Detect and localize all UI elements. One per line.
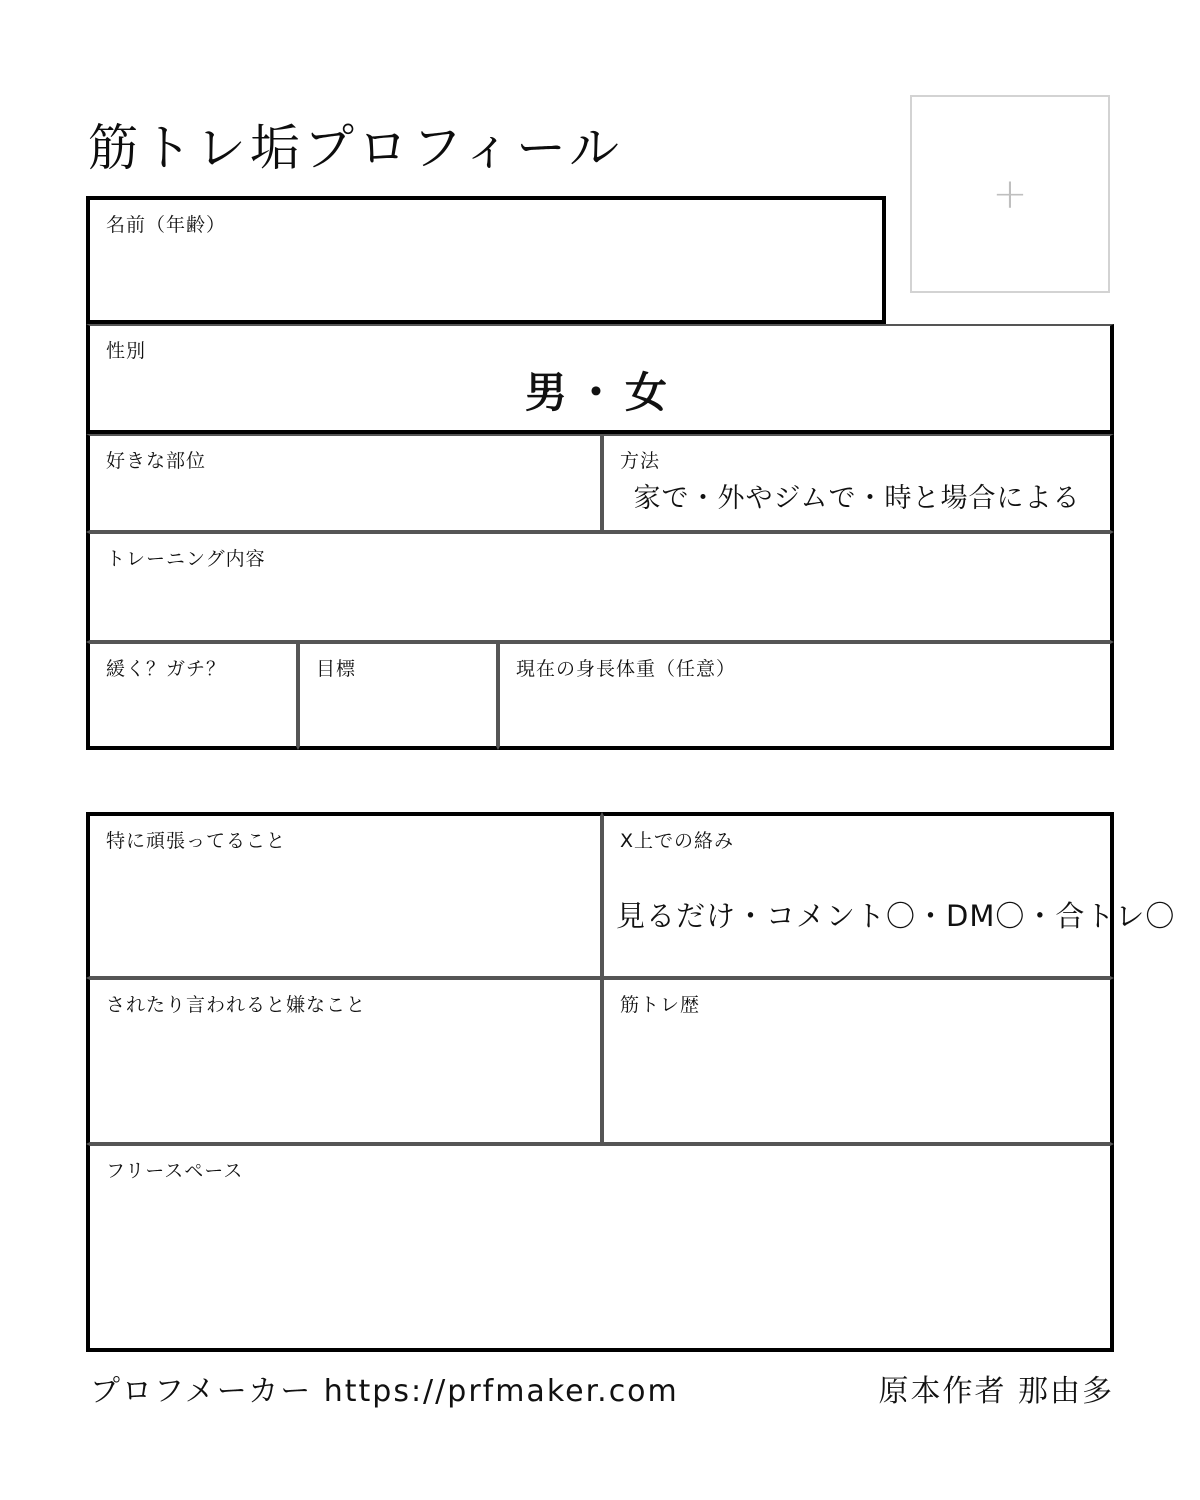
- profile-bottom-table: [86, 812, 1176, 1352]
- field-training-content[interactable]: [86, 532, 1114, 642]
- field-effort-label: 特に頑張ってること: [106, 830, 287, 852]
- field-interaction[interactable]: [602, 812, 1176, 978]
- page-title: 筋トレ垢プロフィール: [88, 119, 623, 177]
- field-intensity-label: 緩く？ガチ？: [106, 658, 227, 680]
- field-method-label: 方法: [620, 450, 661, 472]
- footer-credit-maker: プロフメーカー https://prfmaker.com: [90, 1374, 679, 1409]
- field-method[interactable]: [602, 434, 1114, 532]
- field-goal-label: 目標: [316, 658, 357, 680]
- profile-top-table: [86, 196, 1114, 750]
- field-training-history-label: 筋トレ歴: [620, 994, 701, 1016]
- field-gender-value: 男・女: [524, 368, 675, 417]
- field-favorite-part[interactable]: [86, 434, 602, 532]
- field-interaction-value: 見るだけ・コメント〇・DM〇・合トレ〇: [616, 899, 1176, 933]
- field-goal[interactable]: [298, 642, 498, 750]
- field-intensity[interactable]: [86, 642, 298, 750]
- field-training-history[interactable]: [602, 978, 1114, 1144]
- field-name-label: 名前（年齢）: [106, 214, 227, 236]
- field-gender[interactable]: [86, 324, 1114, 434]
- field-dislike-label: されたり言われると嫌なこと: [106, 994, 367, 1016]
- field-method-value: 家で・外やジムで・時と場合による: [633, 483, 1081, 514]
- field-dislike[interactable]: [86, 978, 602, 1144]
- field-training-content-label: トレーニング内容: [106, 548, 266, 570]
- field-free-space[interactable]: [86, 1144, 1114, 1352]
- plus-icon: +: [992, 169, 1028, 218]
- field-free-space-label: フリースペース: [106, 1160, 244, 1182]
- field-body-stats-label: 現在の身長体重（任意）: [516, 658, 737, 680]
- footer-credit-author: 原本作者 那由多: [878, 1374, 1114, 1409]
- field-effort[interactable]: [86, 812, 602, 978]
- field-gender-label: 性別: [106, 340, 147, 362]
- field-favorite-part-label: 好きな部位: [106, 450, 207, 472]
- field-interaction-label: X上での絡み: [620, 830, 735, 852]
- field-body-stats[interactable]: [498, 642, 1114, 750]
- field-name[interactable]: [86, 196, 886, 324]
